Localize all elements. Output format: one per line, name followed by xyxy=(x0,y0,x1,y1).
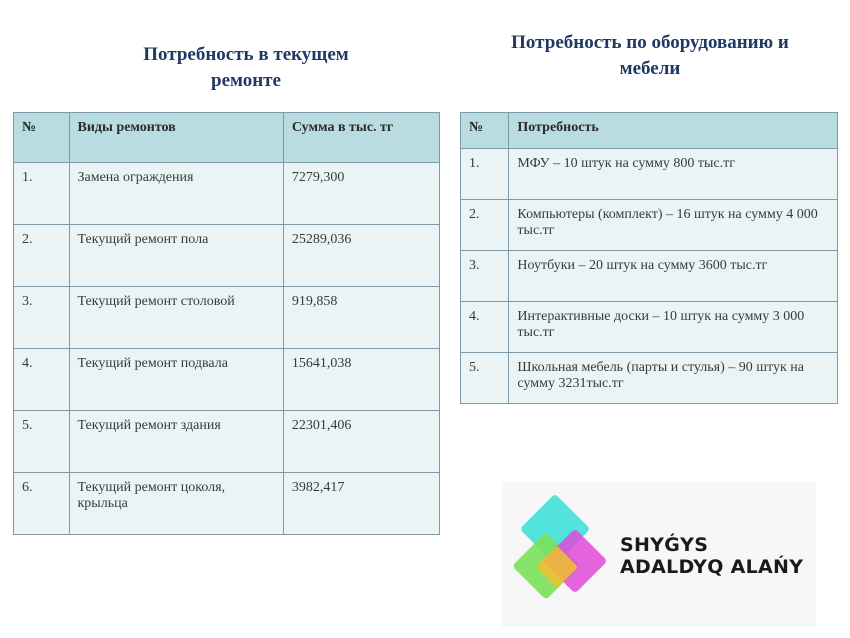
cell-amount: 7279,300 xyxy=(283,163,439,225)
col-header-amount: Сумма в тыс. тг xyxy=(283,113,439,163)
table-row xyxy=(461,302,838,353)
cell-repair-type: Текущий ремонт цоколя, крыльца xyxy=(69,473,283,535)
cell-repair-type: Замена ограждения xyxy=(69,163,283,225)
cell-repair-type: Текущий ремонт столовой xyxy=(69,287,283,349)
cell-number: 2. xyxy=(14,225,70,287)
logo-block xyxy=(502,482,816,627)
cell-need: Ноутбуки – 20 штук на сумму 3600 тыс.тг xyxy=(509,251,838,302)
table-row xyxy=(14,163,440,225)
cell-amount: 919,858 xyxy=(283,287,439,349)
cell-need: Школьная мебель (парты и стулья) – 90 штук на сумму 3231тыс.тг xyxy=(509,353,838,404)
repair-needs-table xyxy=(13,112,440,535)
cell-number: 5. xyxy=(14,411,70,473)
col-header-need: Потребность xyxy=(509,113,838,149)
cell-number: 3. xyxy=(461,251,509,302)
logo-wordmark xyxy=(620,534,803,578)
cell-need: Компьютеры (комплект) – 16 штук на сумму 4 000 тыс.тг xyxy=(509,200,838,251)
table-row xyxy=(14,349,440,411)
cell-number: 5. xyxy=(461,353,509,404)
col-header-number: № xyxy=(461,113,509,149)
logo-mark-icon xyxy=(514,494,614,614)
cell-repair-type: Текущий ремонт пола xyxy=(69,225,283,287)
table-row xyxy=(461,251,838,302)
right-table-title: Потребность по оборудованию и мебели xyxy=(511,32,789,79)
table-row xyxy=(14,287,440,349)
cell-amount: 3982,417 xyxy=(283,473,439,535)
table-row xyxy=(14,473,440,535)
table-row xyxy=(461,149,838,200)
equipment-needs-table xyxy=(460,112,838,404)
table-header-row xyxy=(461,113,838,149)
cell-number: 1. xyxy=(14,163,70,225)
cell-amount: 22301,406 xyxy=(283,411,439,473)
table-row xyxy=(461,353,838,404)
left-table-title: Потребность в текущем ремонте xyxy=(143,44,349,91)
col-header-number: № xyxy=(14,113,70,163)
cell-need: МФУ – 10 штук на сумму 800 тыс.тг xyxy=(509,149,838,200)
table-row xyxy=(14,411,440,473)
table-row xyxy=(461,200,838,251)
cell-number: 4. xyxy=(14,349,70,411)
cell-number: 4. xyxy=(461,302,509,353)
cell-number: 3. xyxy=(14,287,70,349)
cell-amount: 15641,038 xyxy=(283,349,439,411)
table-header-row xyxy=(14,113,440,163)
cell-number: 6. xyxy=(14,473,70,535)
cell-need: Интерактивные доски – 10 штук на сумму 3 000 тыс.тг xyxy=(509,302,838,353)
table-row xyxy=(14,225,440,287)
logo-line-2: ADALDYQ ALAŃY xyxy=(620,556,804,578)
logo-line-1: SHYǴYS xyxy=(620,534,709,556)
cell-number: 1. xyxy=(461,149,509,200)
cell-number: 2. xyxy=(461,200,509,251)
cell-repair-type: Текущий ремонт здания xyxy=(69,411,283,473)
col-header-repair-type: Виды ремонтов xyxy=(69,113,283,163)
cell-repair-type: Текущий ремонт подвала xyxy=(69,349,283,411)
cell-amount: 25289,036 xyxy=(283,225,439,287)
